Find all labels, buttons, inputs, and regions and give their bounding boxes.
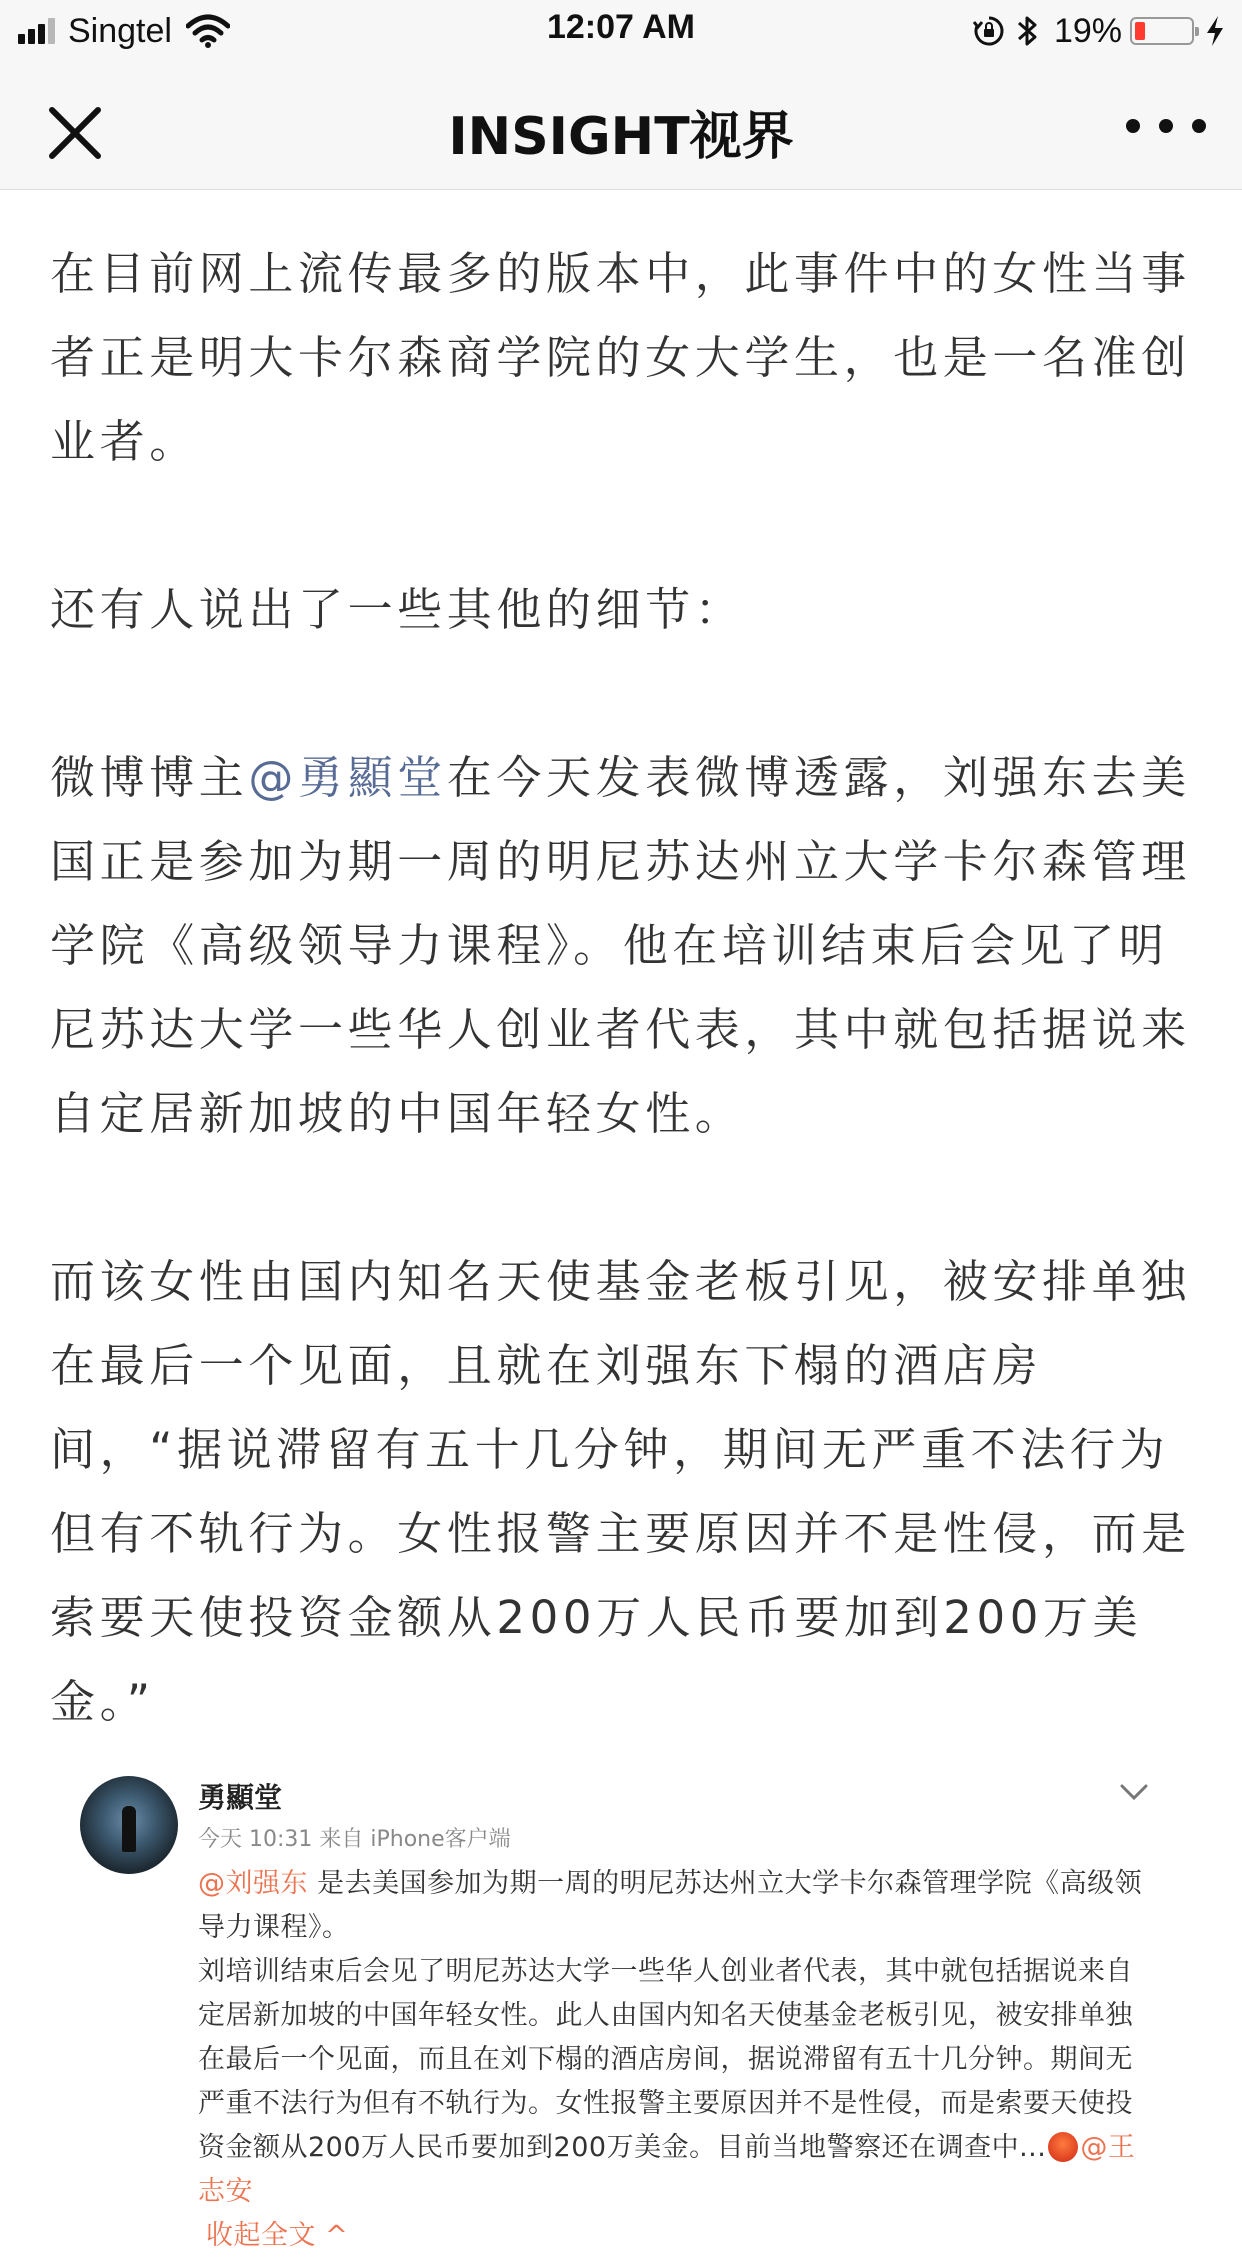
article-paragraph bbox=[50, 736, 1195, 1156]
mention-link[interactable]: @勇顯堂 bbox=[248, 751, 447, 804]
status-left bbox=[18, 10, 230, 52]
weibo-line bbox=[198, 1862, 1148, 1950]
weibo-username: 勇顯堂 bbox=[198, 1781, 283, 1814]
nav-bar bbox=[0, 62, 1242, 190]
chevron-down-icon bbox=[1116, 1776, 1152, 1806]
paragraph-text: 微博博主 bbox=[50, 751, 249, 804]
charging-icon bbox=[1204, 14, 1226, 48]
more-icon[interactable] bbox=[1126, 104, 1206, 148]
collapse-link: 收起全文 ^ bbox=[206, 2220, 349, 2251]
weibo-line bbox=[198, 1950, 1148, 2214]
weibo-mention: @王志安 bbox=[198, 2132, 1136, 2207]
status-time: 12:07 AM bbox=[546, 8, 696, 46]
article-body bbox=[50, 232, 1195, 1828]
wifi-icon bbox=[186, 14, 230, 48]
weibo-line bbox=[198, 2214, 1148, 2258]
angry-emoji-icon bbox=[1048, 2132, 1078, 2162]
weibo-screenshot bbox=[80, 1770, 1170, 2251]
close-icon[interactable] bbox=[40, 98, 110, 168]
status-bar bbox=[0, 0, 1242, 62]
battery-icon bbox=[1130, 17, 1194, 45]
paragraph-text: 在今天发表微博透露，刘强东去美国正是参加为期一周的明尼苏达州立大学卡尔森管理学院《高级领导力课程》。他在培训结束后会见了明尼苏达大学一些华人创业者代表，其中就包括据说来自定居新加坡的中国年轻女性。 bbox=[50, 751, 1191, 1140]
article-paragraph: 在目前网上流传最多的版本中，此事件中的女性当事者正是明大卡尔森商学院的女大学生，也是一名准创业者。 bbox=[50, 247, 1191, 468]
weibo-text: 是去美国参加为期一周的明尼苏达州立大学卡尔森管理学院《高级领导力课程》。 bbox=[198, 1868, 1143, 1943]
article-paragraph: 还有人说出了一些其他的细节： bbox=[50, 583, 745, 636]
status-right bbox=[962, 10, 1226, 52]
signal-icon bbox=[18, 18, 58, 44]
article-paragraph: 而该女性由国内知名天使基金老板引见，被安排单独在最后一个见面，且就在刘强东下榻的酒店房间，“据说滞留有五十几分钟，期间无严重不法行为但有不轨行为。女性报警主要原因并不是性侵，而是索要天使投资金额从200万人民币要加到200万美金。” bbox=[50, 1255, 1191, 1728]
orientation-lock-icon bbox=[972, 14, 1006, 48]
weibo-post-text bbox=[198, 1862, 1148, 2258]
weibo-text: 刘培训结束后会见了明尼苏达大学一些华人创业者代表，其中就包括据说来自定居新加坡的中国年轻女性。此人由国内知名天使基金老板引见，被安排单独在最后一个见面，而且在刘下榻的酒店房间，据说滞留有五十几分钟。期间无严重不法行为但有不轨行为。女性报警主要原因并不是性侵，而是索要天使投资金额从200万人民币要加到200万美金。目前当地警察还在调查中... bbox=[198, 1956, 1133, 2163]
battery-percent: 19% bbox=[1053, 11, 1122, 50]
page-title: INSIGHT视界 bbox=[448, 107, 794, 167]
bluetooth-icon bbox=[1016, 13, 1040, 49]
weibo-mention: @刘强东 bbox=[198, 1868, 308, 1899]
weibo-meta: 今天 10:31 来自 iPhone客户端 bbox=[198, 1827, 511, 1852]
carrier-name: Singtel bbox=[68, 11, 172, 50]
avatar bbox=[80, 1776, 178, 1874]
